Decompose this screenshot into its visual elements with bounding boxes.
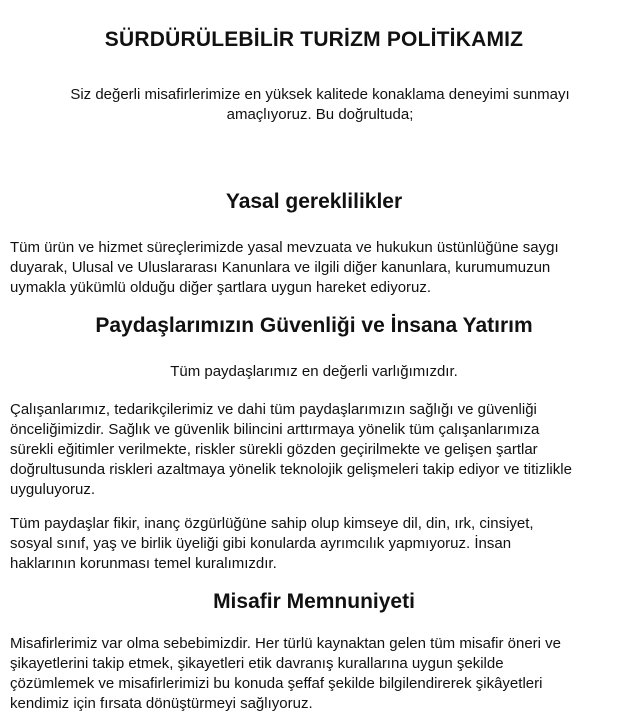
section-heading-guest-satisfaction: Misafir Memnuniyeti bbox=[213, 590, 415, 613]
guest-satisfaction-paragraph bbox=[10, 634, 615, 714]
paragraph-line: Çalışanlarımız, tedarikçilerimiz ve dahi tüm paydaşlarımızın sağlığı ve güvenliği bbox=[10, 401, 537, 418]
paragraph-line: sosyal sınıf, yaş ve birlik üyeliği gibi konularda ayrımcılık yapmıyoruz. İnsan bbox=[10, 535, 512, 552]
paragraph-line: önceliğimizdir. Sağlık ve güvenlik bilincini arttırmaya yönelik tüm çalışanlarımıza bbox=[10, 421, 540, 438]
paragraph-line: uyguluyoruz. bbox=[10, 481, 96, 498]
paragraph-line: duyarak, Ulusal ve Uluslararası Kanunlara ve ilgili diğer kanunlara, kurumumuzun bbox=[10, 259, 551, 276]
paragraph-line: çözümlemek ve misafirlerimizi bu konuda şeffaf şekilde bilgilendirerek şikâyetleri bbox=[10, 675, 543, 692]
section-heading-legal: Yasal gereklilikler bbox=[225, 190, 403, 213]
paragraph-line: doğrultusunda riskleri azaltmaya yönelik teknolojik gelişmeleri takip ediyor ve titizlikle bbox=[10, 461, 572, 478]
legal-paragraph bbox=[10, 238, 615, 298]
intro-line: Siz değerli misafirlerimize en yüksek kalitede konaklama deneyimi sunmayı bbox=[70, 86, 570, 103]
section-heading-stakeholders: Paydaşlarımızın Güvenliği ve İnsana Yatırım bbox=[95, 314, 533, 337]
document-title: SÜRDÜRÜLEBİLİR TURİZM POLİTİKAMIZ bbox=[104, 28, 524, 51]
paragraph-line: şikayetlerini takip etmek, şikayetleri etik davranış kurallarına uygun şekilde bbox=[10, 655, 504, 672]
stakeholders-statement: Tüm paydaşlarımız en değerli varlığımızdır. bbox=[170, 363, 458, 380]
paragraph-line: Tüm paydaşlar fikir, inanç özgürlüğüne sahip olup kimseye dil, din, ırk, cinsiyet, bbox=[10, 515, 534, 532]
paragraph-line: Tüm ürün ve hizmet süreçlerimizde yasal mevzuata ve hukukun üstünlüğüne saygı bbox=[10, 239, 559, 256]
paragraph-line: uymakla yükümlü olduğu diğer şartlara uygun hareket ediyoruz. bbox=[10, 279, 432, 296]
paragraph-line: kendimiz için fırsata dönüştürmeyi sağlıyoruz. bbox=[10, 695, 313, 712]
intro-line: amaçlıyoruz. Bu doğrultuda; bbox=[226, 106, 414, 123]
paragraph-line: Misafirlerimiz var olma sebebimizdir. Her türlü kaynaktan gelen tüm misafir öneri ve bbox=[10, 635, 562, 652]
stakeholders-paragraph-1 bbox=[10, 400, 615, 500]
paragraph-line: sürekli eğitimler verilmekte, riskler sürekli gözden geçirilmekte ve gelişen şartlar bbox=[10, 441, 538, 458]
intro-paragraph bbox=[40, 85, 600, 125]
stakeholders-paragraph-2 bbox=[10, 514, 615, 574]
paragraph-line: haklarının korunması temel kuralımızdır. bbox=[10, 555, 277, 572]
